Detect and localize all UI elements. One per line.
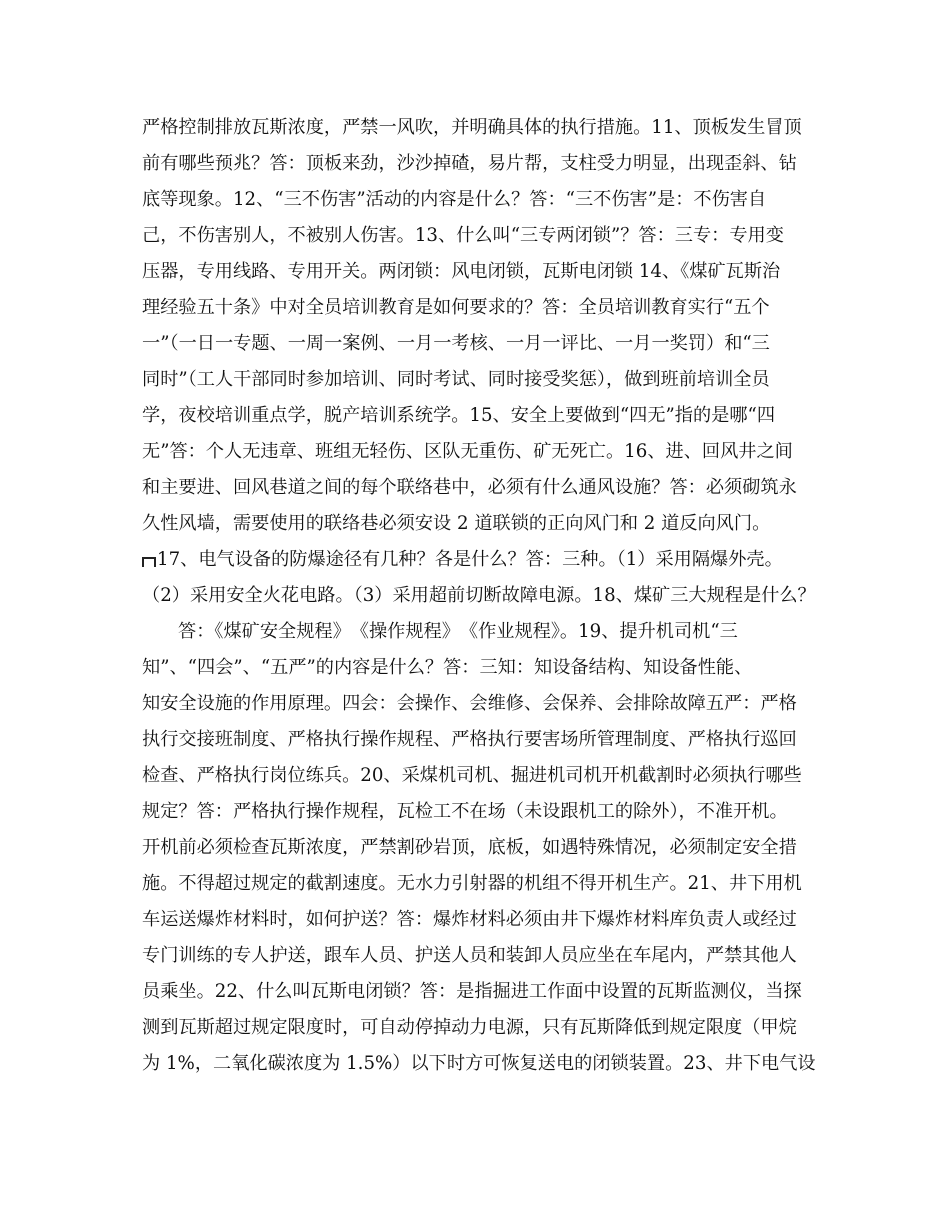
text-line: 知安全设施的作用原理。四会：会操作、会维修、会保养、会排除故障五严：严格 bbox=[142, 693, 797, 714]
document-body bbox=[142, 110, 832, 1082]
text-line: 和主要进、回风巷道之间的每个联络巷中，必须有什么通风设施？答：必须砌筑永 bbox=[142, 477, 797, 498]
text-line: 开机前必须检查瓦斯浓度，严禁割砂岩顶，底板，如遇特殊情况，必须制定安全措 bbox=[142, 837, 797, 858]
text-line: 规定？答：严格执行操作规程，瓦检工不在场（未设跟机工的除外），不准开机。 bbox=[142, 801, 788, 822]
text-line: 理经验五十条》中对全员培训教育是如何要求的？答：全员培训教育实行“五个 bbox=[142, 297, 770, 318]
text-line: 测到瓦斯超过规定限度时，可自动停掉动力电源，只有瓦斯降低到规定限度（甲烷 bbox=[142, 1017, 797, 1038]
bracket-marker-icon bbox=[142, 557, 156, 567]
text-line: 学，夜校培训重点学，脱产培训系统学。15、安全上要做到“四无”指的是哪“四 bbox=[142, 405, 776, 426]
text-line: 答：《煤矿安全规程》 《操作规程》 《作业规程》。19、提升机司机“三 bbox=[178, 621, 738, 642]
text-line: （2）采用安全火花电路。（3）采用超前切断故障电源。18、煤矿三大规程是什么？ bbox=[142, 585, 816, 606]
text-line: 员乘坐。22、什么叫瓦斯电闭锁？答：是指掘进工作面中设置的瓦斯监测仪，当探 bbox=[142, 981, 802, 1002]
text-line: 底等现象。12、“三不伤害”活动的内容是什么？答：“三不伤害”是：不伤害自 bbox=[142, 189, 767, 210]
text-line-content: 17、电气设备的防爆途径有几种？各是什么？答：三种。（1）采用隔爆外壳。 bbox=[157, 549, 783, 570]
text-line: 久性风墙，需要使用的联络巷必须安设 2 道联锁的正向风门和 2 道反向风门。 bbox=[142, 513, 771, 534]
text-line: 前有哪些预兆？答：顶板来劲，沙沙掉碴，易片帮，支柱受力明显，出现歪斜、钻 bbox=[142, 153, 797, 174]
text-line-with-marker bbox=[142, 542, 832, 578]
text-line: 压器，专用线路、专用开关。两闭锁：风电闭锁，瓦斯电闭锁 14、《煤矿瓦斯治 bbox=[142, 261, 781, 282]
text-line: 施。不得超过规定的截割速度。无水力引射器的机组不得开机生产。21、井下用机 bbox=[142, 873, 802, 894]
text-line: 为 1%，二氧化碳浓度为 1.5%）以下时方可恢复送电的闭锁装置。23、井下电气设 bbox=[142, 1053, 816, 1074]
text-line: 己，不伤害别人，不被别人伤害。13、什么叫“三专两闭锁”？答：三专：专用变 bbox=[142, 225, 784, 246]
text-line: 同时”（工人干部同时参加培训、同时考试、同时接受奖惩），做到班前培训全员 bbox=[142, 369, 770, 390]
text-line: 执行交接班制度、严格执行操作规程、严格执行要害场所管理制度、严格执行巡回 bbox=[142, 729, 797, 750]
text-line: 一”（一日一专题、一周一案例、一月一考核、一月一评比、一月一奖罚）和“三 bbox=[142, 333, 770, 354]
text-line: 车运送爆炸材料时，如何护送？答：爆炸材料必须由井下爆炸材料库负责人或经过 bbox=[142, 909, 797, 930]
text-line: 严格控制排放瓦斯浓度，严禁一风吹，并明确具体的执行措施。11、顶板发生冒顶 bbox=[142, 117, 802, 138]
text-line: 检查、严格执行岗位练兵。20、采煤机司机、掘进机司机开机截割时必须执行哪些 bbox=[142, 765, 802, 786]
text-line: 无”答：个人无违章、班组无轻伤、区队无重伤、矿无死亡。16、进、回风井之间 bbox=[142, 441, 793, 462]
text-line: 知”、“四会”、“五严”的内容是什么？答：三知：知设备结构、知设备性能、 bbox=[142, 657, 753, 678]
text-line: 专门训练的专人护送，跟车人员、护送人员和装卸人员应坐在车尾内，严禁其他人 bbox=[142, 945, 797, 966]
